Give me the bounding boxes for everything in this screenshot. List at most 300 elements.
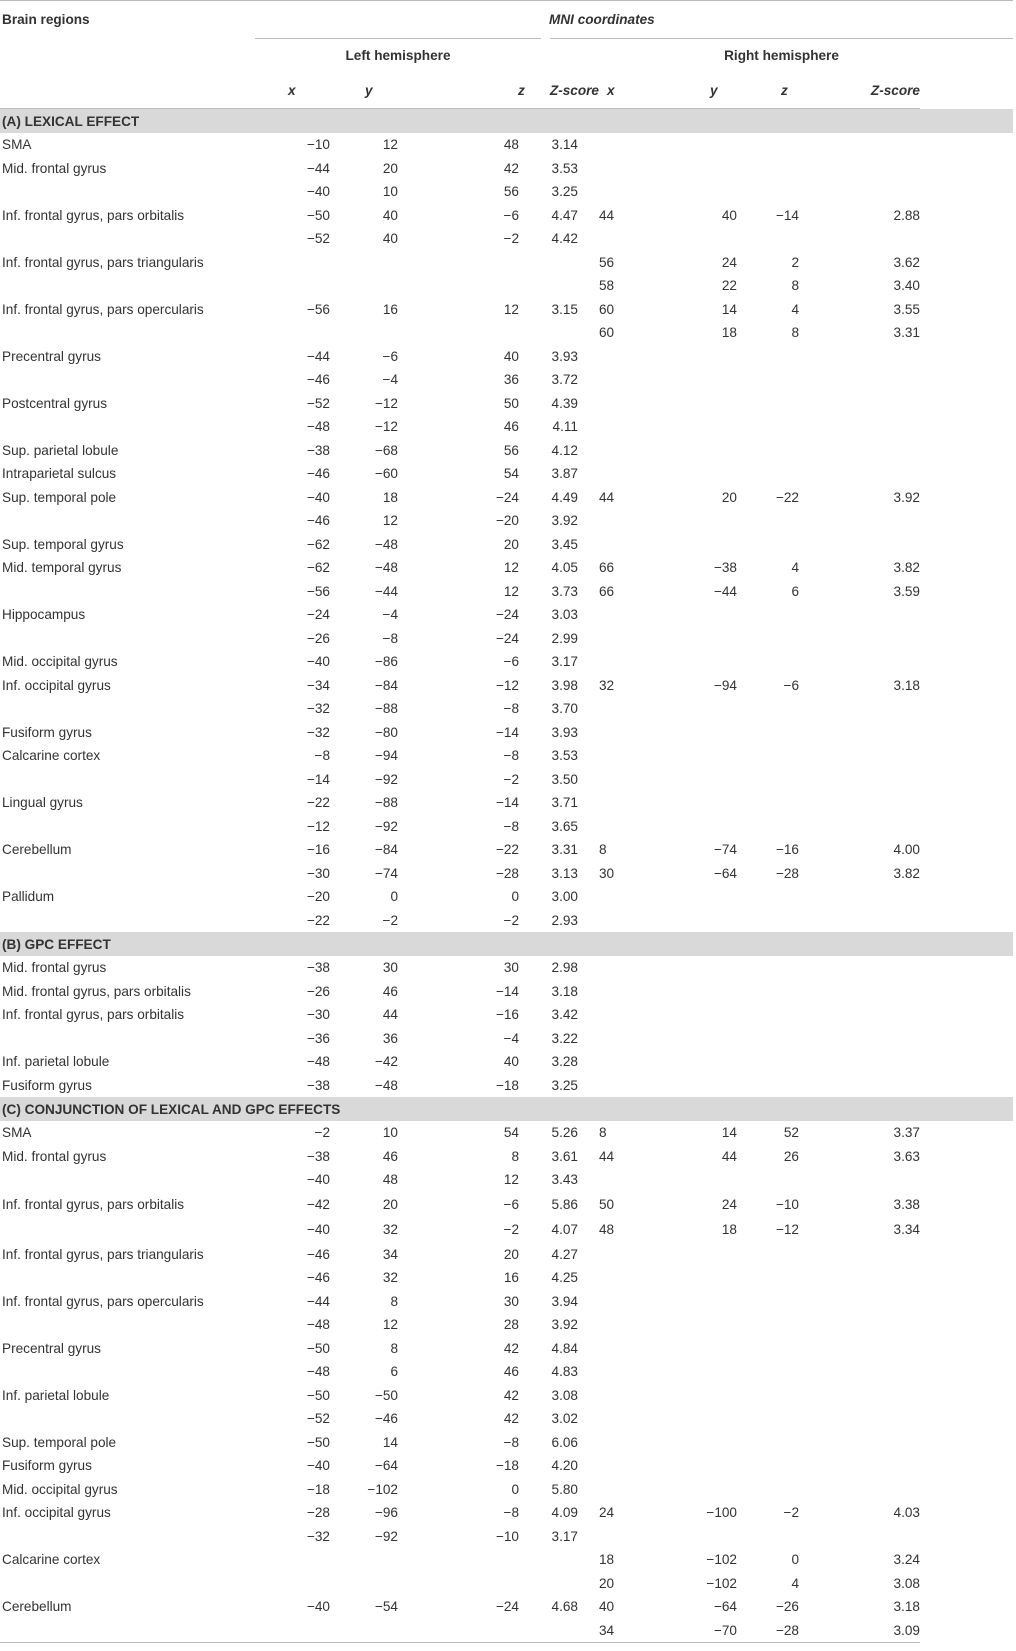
right-y: 24 bbox=[721, 254, 737, 270]
right-x bbox=[599, 533, 658, 557]
left-zscore: 4.68 bbox=[551, 1599, 578, 1615]
table-row bbox=[0, 1050, 1013, 1074]
left-zscore: 2.99 bbox=[551, 630, 578, 646]
left-x: −40 bbox=[306, 1599, 330, 1615]
right-y bbox=[658, 1003, 737, 1027]
right-x bbox=[599, 509, 658, 533]
right-y bbox=[658, 1266, 737, 1290]
right-x bbox=[599, 392, 658, 416]
right-z bbox=[737, 980, 837, 1004]
region-name: SMA bbox=[2, 137, 32, 153]
left-y: −12 bbox=[374, 419, 398, 435]
header-row-3 bbox=[0, 72, 1013, 109]
left-y: 12 bbox=[382, 137, 398, 153]
table-row bbox=[0, 862, 1013, 886]
right-y: 18 bbox=[721, 325, 737, 341]
left-zscore: 3.92 bbox=[551, 513, 578, 529]
right-x bbox=[599, 345, 658, 369]
right-zscore: 3.08 bbox=[893, 1575, 920, 1591]
left-y bbox=[330, 321, 460, 345]
right-y bbox=[658, 1243, 737, 1267]
table-row bbox=[0, 815, 1013, 839]
table-row bbox=[0, 415, 1013, 439]
left-x: −22 bbox=[306, 912, 330, 928]
right-z: −26 bbox=[775, 1599, 799, 1615]
left-z: −2 bbox=[503, 771, 519, 787]
right-y bbox=[658, 1337, 737, 1361]
table-row bbox=[0, 721, 1013, 745]
right-y bbox=[658, 791, 737, 815]
table-row bbox=[0, 1431, 1013, 1455]
left-z: 20 bbox=[503, 1246, 519, 1262]
col-left-y: y bbox=[330, 72, 460, 109]
left-y: 32 bbox=[382, 1270, 398, 1286]
region-name bbox=[0, 321, 255, 345]
region-name bbox=[0, 862, 255, 886]
table-row bbox=[0, 1074, 1013, 1098]
right-z bbox=[737, 392, 837, 416]
left-x: −28 bbox=[306, 1505, 330, 1521]
table-row bbox=[0, 674, 1013, 698]
right-z: 26 bbox=[783, 1148, 799, 1164]
left-z: 42 bbox=[503, 1387, 519, 1403]
left-z: 0 bbox=[511, 1481, 519, 1497]
right-z: −6 bbox=[783, 677, 799, 693]
table-row bbox=[0, 1313, 1013, 1337]
left-zscore: 3.65 bbox=[551, 818, 578, 834]
right-zscore bbox=[837, 1168, 920, 1192]
left-zscore: 2.93 bbox=[551, 912, 578, 928]
right-x bbox=[599, 1313, 658, 1337]
left-x bbox=[280, 1572, 330, 1596]
table-row bbox=[0, 1337, 1013, 1361]
right-z bbox=[737, 227, 837, 251]
left-zscore: 5.86 bbox=[551, 1196, 578, 1212]
right-x bbox=[599, 1168, 658, 1192]
right-x bbox=[599, 744, 658, 768]
left-y: −68 bbox=[374, 442, 398, 458]
region-name bbox=[0, 1619, 255, 1643]
left-zscore: 4.42 bbox=[551, 231, 578, 247]
left-x: −62 bbox=[306, 560, 330, 576]
right-z: 2 bbox=[791, 254, 799, 270]
left-y: 18 bbox=[382, 489, 398, 505]
right-x bbox=[599, 1074, 658, 1098]
left-z bbox=[460, 321, 541, 345]
left-zscore: 4.25 bbox=[551, 1270, 578, 1286]
right-zscore: 3.24 bbox=[893, 1552, 920, 1568]
right-x bbox=[599, 1003, 658, 1027]
right-y bbox=[658, 697, 737, 721]
right-x: 44 bbox=[599, 207, 615, 223]
region-name: Intraparietal sulcus bbox=[2, 466, 117, 482]
section-header-row bbox=[0, 109, 1013, 134]
col-left-x: x bbox=[280, 72, 330, 109]
left-zscore: 3.13 bbox=[551, 865, 578, 881]
right-z bbox=[737, 956, 837, 980]
right-x bbox=[599, 462, 658, 486]
right-zscore: 3.82 bbox=[893, 865, 920, 881]
right-zscore: 2.88 bbox=[893, 207, 920, 223]
region-name bbox=[0, 368, 255, 392]
right-zscore bbox=[837, 1431, 920, 1455]
right-z bbox=[737, 462, 837, 486]
left-z: −28 bbox=[495, 865, 519, 881]
left-z: −14 bbox=[495, 983, 519, 999]
right-y bbox=[658, 509, 737, 533]
right-x bbox=[599, 885, 658, 909]
right-z bbox=[737, 415, 837, 439]
right-y: 40 bbox=[721, 207, 737, 223]
left-z: 42 bbox=[503, 160, 519, 176]
right-z: 4 bbox=[791, 1575, 799, 1591]
right-y bbox=[658, 1027, 737, 1051]
right-x bbox=[599, 1384, 658, 1408]
right-z bbox=[737, 768, 837, 792]
left-x: −42 bbox=[306, 1196, 330, 1212]
left-zscore: 4.05 bbox=[551, 560, 578, 576]
right-x bbox=[599, 1431, 658, 1455]
col-right-y: y bbox=[658, 72, 737, 109]
left-x: −38 bbox=[306, 960, 330, 976]
region-name bbox=[0, 274, 255, 298]
right-zscore bbox=[837, 345, 920, 369]
right-y: 20 bbox=[721, 489, 737, 505]
left-x: −40 bbox=[306, 489, 330, 505]
left-x: −56 bbox=[306, 583, 330, 599]
table-row bbox=[0, 1572, 1013, 1596]
left-y: 44 bbox=[382, 1007, 398, 1023]
table-row bbox=[0, 768, 1013, 792]
region-name: Mid. occipital gyrus bbox=[2, 654, 118, 670]
table-row bbox=[0, 133, 1013, 157]
right-zscore bbox=[837, 980, 920, 1004]
left-y bbox=[330, 251, 460, 275]
left-z: −16 bbox=[495, 1007, 519, 1023]
left-x: −62 bbox=[306, 536, 330, 552]
right-zscore bbox=[837, 909, 920, 933]
right-x: 8 bbox=[599, 842, 607, 858]
right-x bbox=[599, 1290, 658, 1314]
right-x: 34 bbox=[599, 1619, 658, 1643]
right-x bbox=[599, 721, 658, 745]
right-zscore: 3.31 bbox=[893, 325, 920, 341]
right-zscore bbox=[837, 157, 920, 181]
table-row bbox=[0, 1501, 1013, 1525]
right-zscore: 3.92 bbox=[893, 489, 920, 505]
left-x: −44 bbox=[306, 160, 330, 176]
right-zscore bbox=[837, 533, 920, 557]
left-z: 40 bbox=[503, 1054, 519, 1070]
left-x: −10 bbox=[306, 137, 330, 153]
table-row bbox=[0, 1407, 1013, 1431]
left-zscore: 3.53 bbox=[551, 160, 578, 176]
region-name: Inf. parietal lobule bbox=[2, 1387, 110, 1403]
region-name: Inf. frontal gyrus, pars orbitalis bbox=[2, 1007, 185, 1023]
table-row bbox=[0, 1360, 1013, 1384]
right-z bbox=[737, 133, 837, 157]
left-zscore: 3.73 bbox=[551, 583, 578, 599]
right-y bbox=[658, 980, 737, 1004]
right-z: −12 bbox=[775, 1222, 799, 1238]
left-y: 32 bbox=[382, 1222, 398, 1238]
region-name bbox=[0, 909, 255, 933]
region-name: Inf. occipital gyrus bbox=[2, 677, 111, 693]
right-zscore: 3.55 bbox=[893, 301, 920, 317]
right-x bbox=[599, 1360, 658, 1384]
left-z: −6 bbox=[503, 207, 519, 223]
right-z: 4 bbox=[791, 301, 799, 317]
right-y bbox=[658, 415, 737, 439]
right-y: 14 bbox=[721, 301, 737, 317]
left-y: −64 bbox=[374, 1458, 398, 1474]
right-x bbox=[599, 1243, 658, 1267]
left-z: 0 bbox=[511, 889, 519, 905]
table-row bbox=[0, 650, 1013, 674]
section-header-row bbox=[0, 932, 1013, 956]
left-zscore: 3.45 bbox=[551, 536, 578, 552]
left-zscore: 3.93 bbox=[551, 348, 578, 364]
right-x: 40 bbox=[599, 1599, 615, 1615]
left-x: −52 bbox=[306, 395, 330, 411]
right-x bbox=[599, 227, 658, 251]
left-x: −34 bbox=[306, 677, 330, 693]
left-zscore: 4.07 bbox=[551, 1222, 578, 1238]
right-zscore bbox=[837, 1003, 920, 1027]
left-y: 34 bbox=[382, 1246, 398, 1262]
right-zscore: 4.03 bbox=[893, 1505, 920, 1521]
table-row bbox=[0, 321, 1013, 345]
right-y bbox=[658, 815, 737, 839]
left-y: −46 bbox=[374, 1411, 398, 1427]
region-name: Precentral gyrus bbox=[2, 348, 101, 364]
region-name: Fusiform gyrus bbox=[2, 1077, 92, 1093]
table-row bbox=[0, 1145, 1013, 1169]
right-y bbox=[658, 768, 737, 792]
right-x: 58 bbox=[599, 278, 615, 294]
right-z bbox=[737, 509, 837, 533]
left-zscore: 3.02 bbox=[551, 1411, 578, 1427]
left-y: 48 bbox=[382, 1172, 398, 1188]
table-row bbox=[0, 697, 1013, 721]
left-x: −50 bbox=[306, 1387, 330, 1403]
left-zscore: 3.93 bbox=[551, 724, 578, 740]
left-z bbox=[460, 1548, 541, 1572]
left-y: −94 bbox=[374, 748, 398, 764]
left-zscore: 3.94 bbox=[551, 1293, 578, 1309]
right-y: −64 bbox=[713, 865, 737, 881]
right-z: −28 bbox=[737, 1619, 837, 1643]
left-zscore: 3.71 bbox=[551, 795, 578, 811]
left-x: −36 bbox=[306, 1030, 330, 1046]
right-x bbox=[599, 1027, 658, 1051]
left-z: 46 bbox=[503, 1364, 519, 1380]
right-y bbox=[658, 909, 737, 933]
left-z: 12 bbox=[503, 1172, 519, 1188]
left-x: −2 bbox=[314, 1125, 330, 1141]
right-z: −10 bbox=[775, 1196, 799, 1212]
header-row-2 bbox=[0, 39, 1013, 73]
left-x: −18 bbox=[306, 1481, 330, 1497]
left-zscore: 3.61 bbox=[551, 1148, 578, 1164]
left-y: 16 bbox=[382, 301, 398, 317]
right-z: −2 bbox=[783, 1505, 799, 1521]
right-zscore bbox=[837, 439, 920, 463]
left-z: 54 bbox=[503, 1125, 519, 1141]
left-z: −10 bbox=[495, 1528, 519, 1544]
left-zscore: 4.84 bbox=[551, 1340, 578, 1356]
region-name bbox=[0, 180, 255, 204]
left-zscore: 3.70 bbox=[551, 701, 578, 717]
left-zscore: 3.92 bbox=[551, 1317, 578, 1333]
left-y: −80 bbox=[374, 724, 398, 740]
left-zscore: 3.28 bbox=[551, 1054, 578, 1070]
left-x: −20 bbox=[306, 889, 330, 905]
right-y bbox=[658, 345, 737, 369]
table-row bbox=[0, 838, 1013, 862]
right-y bbox=[658, 956, 737, 980]
right-y bbox=[658, 180, 737, 204]
right-zscore: 3.82 bbox=[893, 560, 920, 576]
left-zscore: 3.72 bbox=[551, 372, 578, 388]
right-y: −64 bbox=[713, 1599, 737, 1615]
left-zscore: 4.12 bbox=[551, 442, 578, 458]
section-title: (A) LEXICAL EFFECT bbox=[0, 109, 1013, 134]
table-row bbox=[0, 1454, 1013, 1478]
left-z: −4 bbox=[503, 1030, 519, 1046]
left-z: −24 bbox=[495, 489, 519, 505]
left-x: −32 bbox=[306, 724, 330, 740]
left-y: −86 bbox=[374, 654, 398, 670]
right-y bbox=[658, 1360, 737, 1384]
right-x bbox=[599, 768, 658, 792]
region-name: Precentral gyrus bbox=[2, 1340, 101, 1356]
left-y: 8 bbox=[390, 1293, 398, 1309]
right-x: 44 bbox=[599, 489, 615, 505]
right-zscore bbox=[837, 697, 920, 721]
left-y bbox=[330, 274, 460, 298]
region-name bbox=[0, 1266, 255, 1290]
left-zscore: 3.17 bbox=[551, 654, 578, 670]
left-x: −40 bbox=[306, 1222, 330, 1238]
right-zscore bbox=[837, 1050, 920, 1074]
left-zscore bbox=[541, 274, 599, 298]
right-zscore bbox=[837, 627, 920, 651]
region-name bbox=[0, 627, 255, 651]
region-name: Sup. parietal lobule bbox=[2, 442, 119, 458]
table-row bbox=[0, 251, 1013, 275]
col-left-z: z bbox=[460, 72, 541, 109]
left-z bbox=[460, 1572, 541, 1596]
right-x bbox=[599, 956, 658, 980]
right-x: 60 bbox=[599, 325, 615, 341]
left-z bbox=[460, 274, 541, 298]
right-x bbox=[599, 909, 658, 933]
left-z: −8 bbox=[503, 701, 519, 717]
left-x: −38 bbox=[306, 1077, 330, 1093]
right-y bbox=[658, 157, 737, 181]
region-name: Inf. frontal gyrus, pars triangularis bbox=[2, 1246, 204, 1262]
left-z: −14 bbox=[495, 724, 519, 740]
right-zscore: 3.18 bbox=[893, 677, 920, 693]
left-zscore: 4.47 bbox=[551, 207, 578, 223]
left-x: −38 bbox=[306, 1148, 330, 1164]
left-z bbox=[460, 251, 541, 275]
right-zscore bbox=[837, 1360, 920, 1384]
right-z: 8 bbox=[791, 325, 799, 341]
region-name: Inf. parietal lobule bbox=[2, 1054, 110, 1070]
right-zscore bbox=[837, 721, 920, 745]
right-x bbox=[599, 1478, 658, 1502]
left-x: −50 bbox=[306, 1340, 330, 1356]
left-zscore: 5.80 bbox=[551, 1481, 578, 1497]
left-y: −12 bbox=[374, 395, 398, 411]
right-y: −38 bbox=[713, 560, 737, 576]
right-zscore: 3.63 bbox=[893, 1148, 920, 1164]
right-z bbox=[737, 744, 837, 768]
left-zscore: 3.15 bbox=[551, 301, 578, 317]
right-zscore: 3.18 bbox=[893, 1599, 920, 1615]
right-y bbox=[658, 1431, 737, 1455]
right-y: 14 bbox=[721, 1125, 737, 1141]
left-y: −102 bbox=[367, 1481, 398, 1497]
left-y: −48 bbox=[374, 1077, 398, 1093]
table-row bbox=[0, 1266, 1013, 1290]
left-y: −92 bbox=[374, 771, 398, 787]
right-y bbox=[658, 1407, 737, 1431]
right-z bbox=[737, 909, 837, 933]
right-x bbox=[599, 791, 658, 815]
table-row bbox=[0, 1595, 1013, 1619]
right-z bbox=[737, 1313, 837, 1337]
left-x: −48 bbox=[306, 1317, 330, 1333]
left-zscore: 3.08 bbox=[551, 1387, 578, 1403]
right-zscore: 3.37 bbox=[893, 1125, 920, 1141]
right-y bbox=[658, 1454, 737, 1478]
region-name: Mid. frontal gyrus bbox=[2, 960, 107, 976]
left-x: −32 bbox=[306, 1528, 330, 1544]
left-zscore: 4.83 bbox=[551, 1364, 578, 1380]
left-y: 20 bbox=[382, 1196, 398, 1212]
right-z bbox=[737, 533, 837, 557]
region-name: Mid. frontal gyrus bbox=[2, 1148, 107, 1164]
table-row bbox=[0, 1217, 1013, 1243]
left-y: 20 bbox=[382, 160, 398, 176]
right-zscore bbox=[837, 1337, 920, 1361]
left-y: −92 bbox=[374, 818, 398, 834]
region-name bbox=[0, 1313, 255, 1337]
section-header-row bbox=[0, 1097, 1013, 1121]
table-row bbox=[0, 1619, 1013, 1643]
right-x: 44 bbox=[599, 1148, 615, 1164]
left-z: 56 bbox=[503, 442, 519, 458]
table-row bbox=[0, 204, 1013, 228]
right-z bbox=[737, 1027, 837, 1051]
right-zscore bbox=[837, 956, 920, 980]
right-z bbox=[737, 1168, 837, 1192]
right-z bbox=[737, 650, 837, 674]
right-y: 18 bbox=[721, 1222, 737, 1238]
right-hemisphere-header: Right hemisphere bbox=[550, 39, 1013, 73]
left-z: 56 bbox=[503, 184, 519, 200]
region-name bbox=[0, 1217, 255, 1243]
right-y bbox=[658, 1290, 737, 1314]
table-row bbox=[0, 345, 1013, 369]
right-z bbox=[737, 157, 837, 181]
left-zscore bbox=[541, 1572, 599, 1596]
left-y: −96 bbox=[374, 1505, 398, 1521]
region-name: Calcarine cortex bbox=[2, 748, 101, 764]
